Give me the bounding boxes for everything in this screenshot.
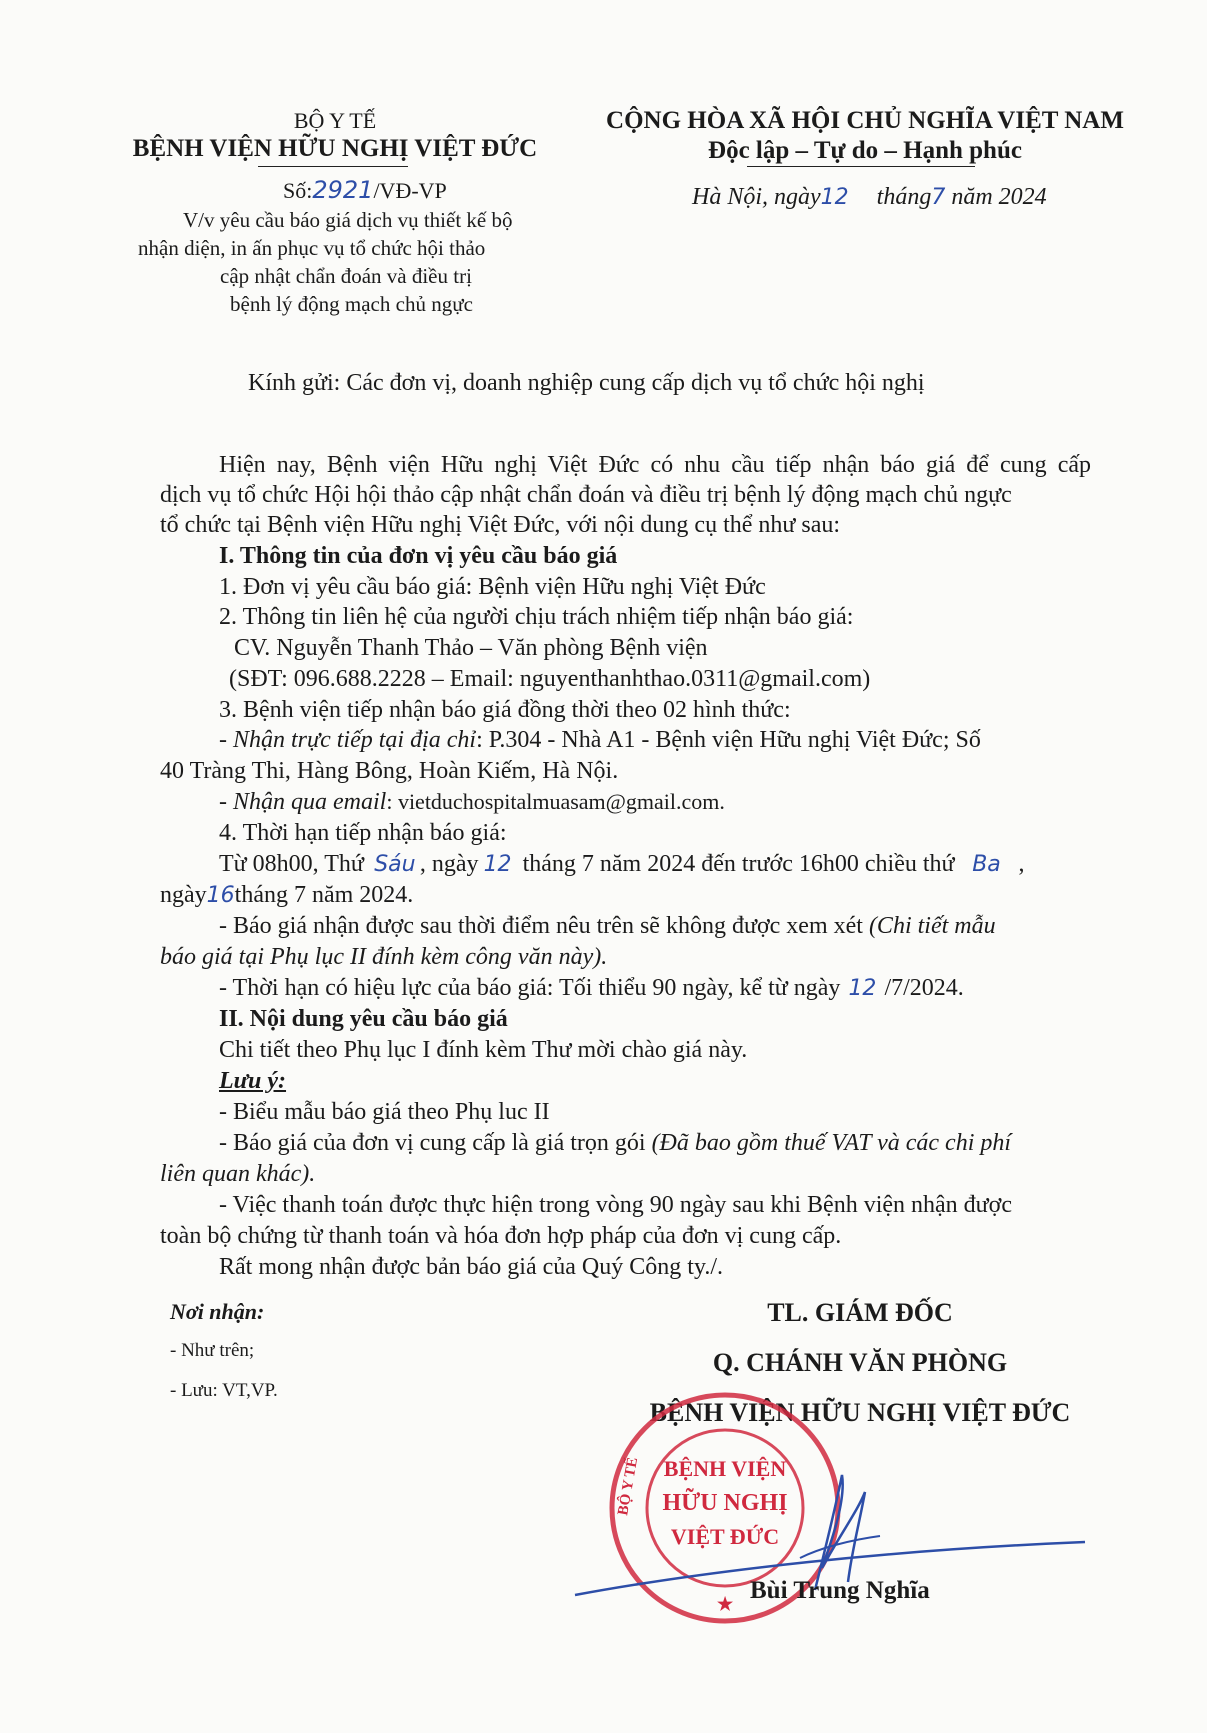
number-prefix: Số: (283, 178, 313, 203)
note-2-text: - Báo giá của đơn vị cung cấp là giá trọn gói (219, 1130, 646, 1156)
national-motto: Độc lập – Tự do – Hạnh phúc (708, 137, 1022, 164)
recipient-item-1: - Như trên; (170, 1340, 255, 1361)
header-divider (258, 166, 408, 167)
section-1-title: I. Thông tin của đơn vị yêu cầu báo giá (219, 543, 618, 569)
late-note-text: - Báo giá nhận được sau thời điểm nêu trên sẽ không được xem xét (219, 913, 863, 939)
section-1-item-2: 2. Thông tin liên hệ của người chịu trách nhiệm tiếp nhận báo giá: (219, 604, 854, 630)
section-2-title: II. Nội dung yêu cầu báo giá (219, 1006, 508, 1032)
deadline-to: tháng 7 năm 2024 đến trước 16h00 chiều thứ (522, 851, 955, 877)
signer-name: Bùi Trung Nghĩa (750, 1577, 930, 1604)
issue-date (692, 184, 1047, 211)
note-1: - Biểu mẫu báo giá theo Phụ luc II (219, 1099, 550, 1125)
note-3-line-2: toàn bộ chứng từ thanh toán và hóa đơn hợp pháp của đơn vị cung cấp. (160, 1223, 842, 1249)
late-note-italic: (Chi tiết mẫu (868, 913, 996, 939)
deadline-from: Từ 08h00, Thứ (219, 851, 364, 877)
validity-line (219, 975, 964, 1002)
intro-line-1: Hiện nay, Bệnh viện Hữu nghị Việt Đức có nhu cầu tiếp nhận báo giá để cung cấp (219, 452, 1091, 478)
note-2-line-1 (219, 1130, 1011, 1157)
direct-label: - Nhận trực tiếp tại địa chỉ (219, 727, 477, 753)
document-number (283, 176, 447, 204)
weekday2-handwritten: Ba (972, 852, 1001, 877)
seal-line-3: VIỆT ĐỨC (670, 1524, 780, 1549)
note-2-italic: (Đã bao gồm thuế VAT và các chi phí (651, 1130, 1012, 1156)
section-1-item-3: 3. Bệnh viện tiếp nhận báo giá đồng thời theo 02 hình thức: (219, 697, 791, 723)
closing-line: Rất mong nhận được bản báo giá của Quý Công ty./. (219, 1254, 724, 1280)
signature-title-3: BỆNH VIỆN HỮU NGHỊ VIỆT ĐỨC (649, 1398, 1071, 1427)
contact-info: (SĐT: 096.688.2228 – Email: nguyenthanhthao.0311@gmail.com) (229, 666, 871, 692)
note-title: Lưu ý: (219, 1068, 287, 1094)
number-handwritten: 2921 (312, 176, 374, 204)
seal-ring-text: BỘ Y TẾ (615, 1456, 642, 1517)
late-note-line-2: báo giá tại Phụ lục II đính kèm công văn này). (160, 944, 608, 970)
late-note-line-1 (219, 913, 996, 940)
deadline-line-1 (219, 851, 1025, 878)
date-month-handwritten: 7 (931, 185, 946, 210)
day-handwritten: 12 (483, 852, 512, 877)
signature-title-2: Q. CHÁNH VĂN PHÒNG (712, 1348, 1008, 1377)
date-month-label: tháng (876, 184, 932, 210)
note-3-line-1: - Việc thanh toán được thực hiện trong vòng 90 ngày sau khi Bệnh viện nhận được (219, 1192, 1013, 1218)
weekday-handwritten: Sáu (374, 852, 416, 877)
direct-address-cont: 40 Tràng Thi, Hàng Bông, Hoàn Kiếm, Hà Nội. (160, 758, 619, 784)
section-2-detail: Chi tiết theo Phụ lục I đính kèm Thư mời chào giá này. (219, 1037, 748, 1063)
nation-name: CỘNG HÒA XÃ HỘI CHỦ NGHĨA VIỆT NAM (606, 107, 1124, 134)
deadline-comma: , (1018, 851, 1025, 877)
direct-value: : P.304 - Nhà A1 - Bệnh viện Hữu nghị Việt Đức; Số (476, 727, 981, 753)
recipient-item-2: - Lưu: VT,VP. (170, 1380, 278, 1401)
deadline-day-label: , ngày (419, 851, 479, 877)
seal-line-1: BỆNH VIỆN (663, 1456, 787, 1481)
email-value: : vietduchospitalmuasam@gmail.com. (386, 789, 725, 814)
deadline-day2-label: ngày (160, 882, 207, 908)
date-day-handwritten: 12 (820, 185, 849, 210)
date-suffix: năm 2024 (951, 184, 1047, 210)
recipient-line: Kính gửi: Các đơn vị, doanh nghiệp cung cấp dịch vụ tổ chức hội nghị (248, 370, 925, 396)
direct-submission (219, 727, 981, 754)
deadline-line-2 (160, 882, 413, 909)
validity-text: - Thời hạn có hiệu lực của báo giá: Tối thiểu 90 ngày, kể từ ngày (219, 975, 841, 1001)
validity-date-end: /7/2024. (884, 975, 964, 1001)
subject-line-1: V/v yêu cầu báo giá dịch vụ thiết kế bộ (183, 208, 513, 232)
day2-handwritten: 16 (206, 883, 235, 908)
motto-underline (747, 166, 975, 167)
validity-day-handwritten: 12 (848, 976, 877, 1001)
subject-line-2: nhận diện, in ấn phục vụ tổ chức hội thảo (138, 236, 486, 260)
seal-star: ★ (717, 1594, 734, 1614)
intro-line-3: tổ chức tại Bệnh viện Hữu nghị Việt Đức, với nội dung cụ thể như sau: (160, 512, 841, 538)
number-suffix: /VĐ-VP (373, 178, 447, 203)
subject-line-4: bệnh lý động mạch chủ ngực (230, 292, 473, 316)
hospital-name: BỆNH VIỆN HỮU NGHỊ VIỆT ĐỨC (132, 135, 538, 162)
signature-title-1: TL. GIÁM ĐỐC (767, 1298, 953, 1327)
deadline-end: tháng 7 năm 2024. (234, 882, 414, 908)
ministry-name: BỘ Y TẾ (293, 108, 377, 133)
note-2-line-2: liên quan khác). (160, 1161, 316, 1187)
recipients-title: Nơi nhận: (170, 1299, 265, 1324)
email-submission (219, 789, 725, 816)
date-prefix: Hà Nội, ngày (692, 184, 821, 210)
seal-line-2: HỮU NGHỊ (662, 1490, 788, 1516)
intro-line-2: dịch vụ tổ chức Hội hội thảo cập nhật chẩn đoán và điều trị bệnh lý động mạch chủ ngực (160, 482, 1012, 508)
signature-scribble (560, 1440, 1120, 1600)
contact-name: CV. Nguyễn Thanh Thảo – Văn phòng Bệnh viện (234, 635, 708, 661)
section-1-item-1: 1. Đơn vị yêu cầu báo giá: Bệnh viện Hữu nghị Việt Đức (219, 574, 766, 600)
section-1-item-4: 4. Thời hạn tiếp nhận báo giá: (219, 820, 507, 846)
subject-line-3: cập nhật chẩn đoán và điều trị (220, 264, 472, 288)
email-label: - Nhận qua email (219, 789, 387, 815)
